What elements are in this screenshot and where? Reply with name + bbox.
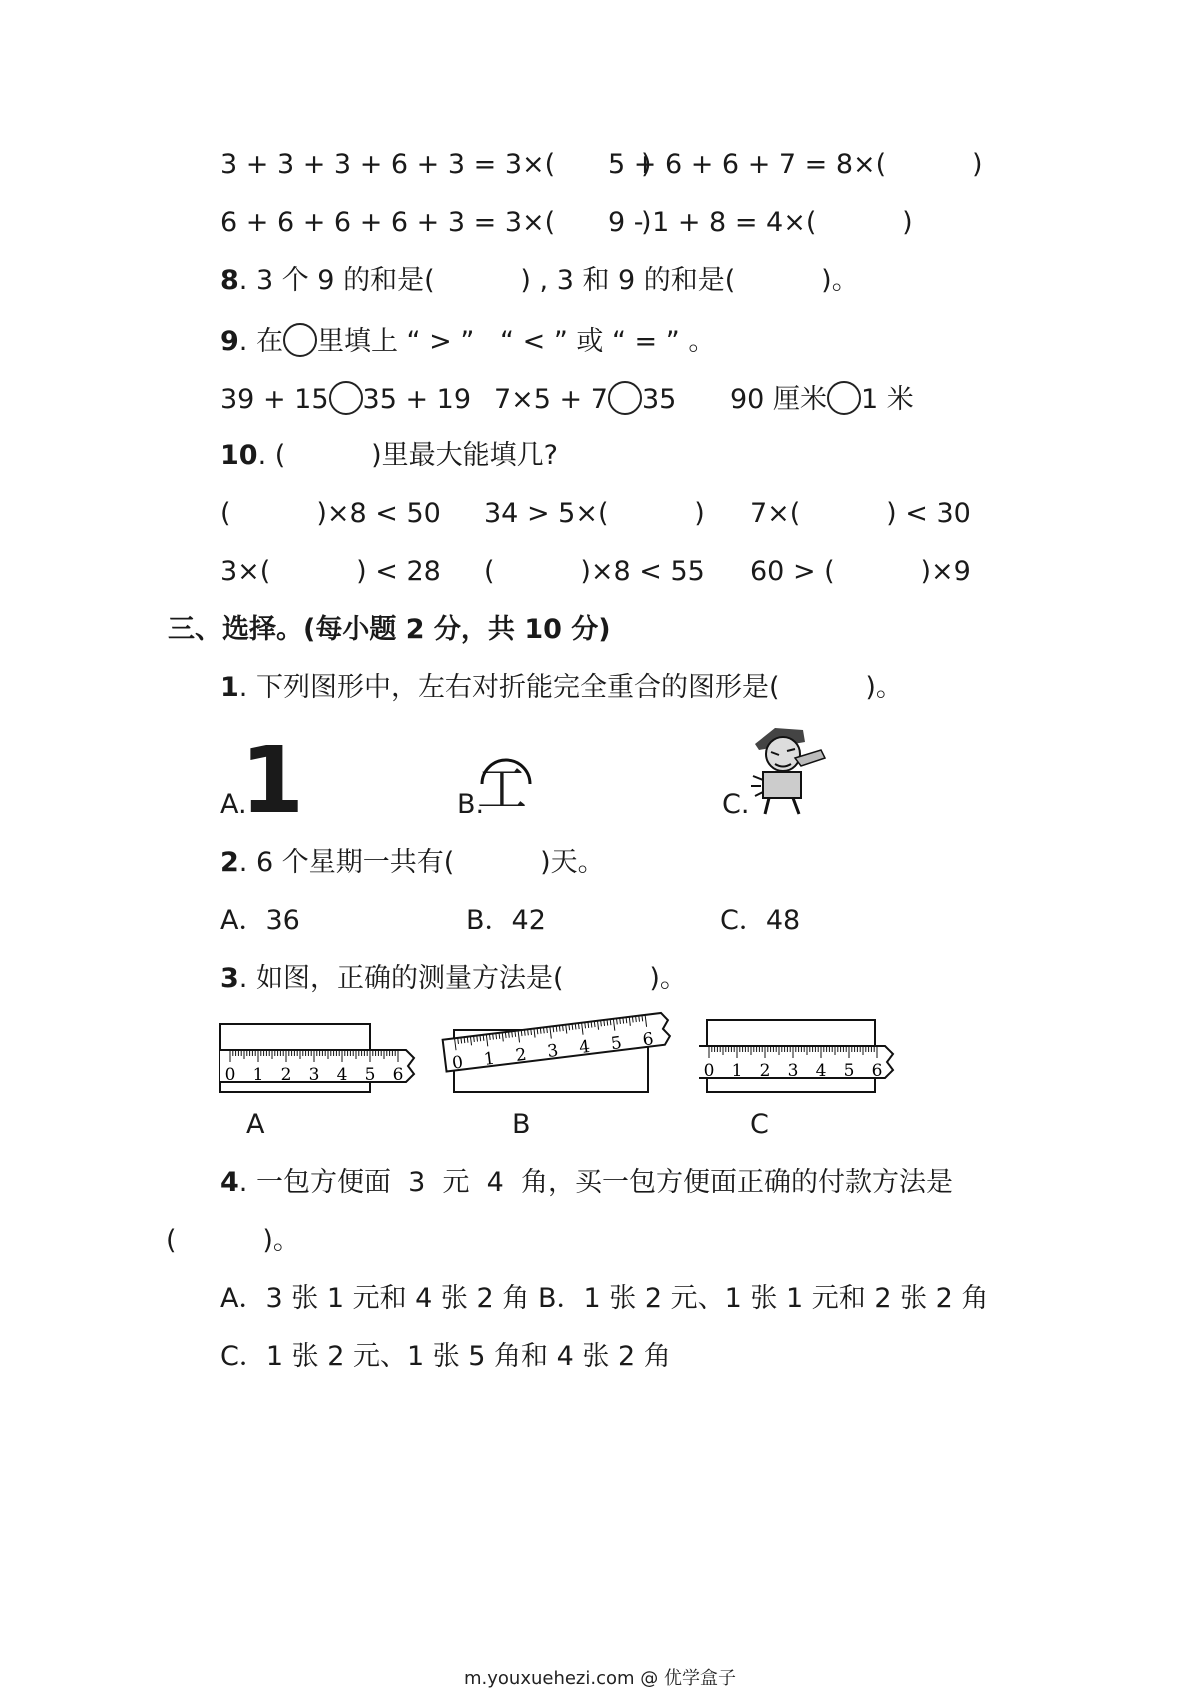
ruler-tick-label: 2 xyxy=(514,1044,528,1066)
ruler-tick-label: 6 xyxy=(392,1065,404,1085)
question-number: 4 xyxy=(220,1167,239,1198)
footer-watermark: m.youxuehezi.com @ 优学盒子 xyxy=(463,1668,736,1689)
ruler-a-body xyxy=(220,1050,414,1085)
ruler-tick-label: 5 xyxy=(609,1033,623,1055)
question-number: 10 xyxy=(220,440,258,471)
ruler-tick-label: 5 xyxy=(843,1061,855,1081)
arc-icon xyxy=(478,756,534,786)
inequality-r1-2: 34 > 5×( ) xyxy=(484,498,705,529)
ruler-b-body xyxy=(443,1012,672,1074)
question-number: 2 xyxy=(220,847,239,878)
question-text: . 一包方便面 3 元 4 角，买一包方便面正确的付款方法是 xyxy=(238,1167,953,1198)
equation-row1-right: 5 + 6 + 6 + 7 = 8×( ) xyxy=(608,149,983,180)
question-text: 里填上 “ > ” “ < ” 或 “ = ” 。 xyxy=(316,326,716,357)
circle-blank-icon xyxy=(329,381,363,415)
figure-label-a: A xyxy=(246,1109,265,1140)
question-8 xyxy=(220,264,859,298)
option-a-label: A. xyxy=(220,789,247,820)
ruler-tick-label: 1 xyxy=(482,1048,496,1070)
ruler-tick-label: 6 xyxy=(641,1029,655,1051)
ruler-tick-label: 5 xyxy=(364,1065,376,1085)
section-heading: 三、选择。(每小题 2 分，共 10 分) xyxy=(168,614,611,645)
option-b: B．1 张 2 元、1 张 1 元和 2 张 2 角 xyxy=(538,1283,989,1314)
option-a: A．3 张 1 元和 4 张 2 角 xyxy=(220,1283,530,1314)
question-text: . 下列图形中，左右对折能完全重合的图形是( )。 xyxy=(238,672,903,703)
ruler-tick-label: 0 xyxy=(703,1061,715,1081)
ruler-c-body xyxy=(699,1046,893,1081)
figure-label-b: B xyxy=(512,1109,531,1140)
question-text: . ( )里最大能填几? xyxy=(257,440,558,471)
ruler-tick-label: 3 xyxy=(546,1040,560,1063)
question-9 xyxy=(220,323,715,359)
question-text: . 如图，正确的测量方法是( )。 xyxy=(238,963,687,994)
circle-blank-icon xyxy=(608,381,642,415)
option-c-label: C. xyxy=(722,789,750,820)
compare-left: 90 厘米 xyxy=(730,384,827,415)
option-a: A．36 xyxy=(220,905,300,936)
question-4-blank: ( )。 xyxy=(166,1225,300,1256)
ruler-tick-label: 6 xyxy=(871,1061,883,1081)
circle-blank-icon xyxy=(283,323,317,357)
compare-left: 39 + 15 xyxy=(220,384,329,415)
question-text: . 6 个星期一共有( )天。 xyxy=(238,847,605,878)
compare-right: 35 + 19 xyxy=(362,384,472,415)
pirate-boy-icon xyxy=(745,724,835,816)
compare-right: 35 xyxy=(641,384,677,415)
ruler-tick-label: 2 xyxy=(759,1061,771,1081)
option-b-label: B. xyxy=(457,789,485,820)
compare-item-2 xyxy=(494,381,676,417)
inequality-r1-3: 7×( ) < 30 xyxy=(750,498,971,529)
question-1 xyxy=(220,671,903,705)
option-c: C．1 张 2 元、1 张 5 角和 4 张 2 角 xyxy=(220,1341,671,1372)
digit-one-figure: 1 xyxy=(240,727,305,834)
option-b: B．42 xyxy=(466,905,546,936)
question-10 xyxy=(220,439,558,473)
ruler-tick-label: 4 xyxy=(336,1065,348,1085)
ruler-tick-label: 3 xyxy=(308,1065,320,1085)
question-4 xyxy=(220,1166,953,1200)
equation-row2-left: 6 + 6 + 6 + 6 + 3 = 3×( ) xyxy=(220,207,652,238)
figure-label-c: C xyxy=(750,1109,769,1140)
ruler-tick-label: 4 xyxy=(578,1036,592,1059)
compare-item-1 xyxy=(220,381,471,417)
ruler-tick-label: 2 xyxy=(280,1065,292,1085)
ruler-tick-label: 1 xyxy=(731,1061,743,1081)
question-number: 9 xyxy=(220,326,239,357)
inequality-r2-2: ( )×8 < 55 xyxy=(484,556,705,587)
ruler-figure-a xyxy=(218,1020,418,1096)
question-number: 1 xyxy=(220,672,239,703)
compare-item-3 xyxy=(730,381,914,417)
option-c: C．48 xyxy=(720,905,801,936)
question-3 xyxy=(220,962,687,996)
circle-blank-icon xyxy=(827,381,861,415)
question-2 xyxy=(220,846,605,880)
compare-right: 1 米 xyxy=(860,384,914,415)
ruler-tick-label: 0 xyxy=(451,1052,465,1074)
compare-left: 7×5 + 7 xyxy=(494,384,608,415)
question-number: 3 xyxy=(220,963,239,994)
gong-character-figure: 工 xyxy=(477,760,527,818)
question-text: . 3 个 9 的和是( ) , 3 和 9 的和是( )。 xyxy=(238,265,859,296)
ruler-tick-label: 1 xyxy=(252,1065,264,1085)
ruler-figure-b xyxy=(440,1004,676,1096)
inequality-r2-1: 3×( ) < 28 xyxy=(220,556,441,587)
question-number: 8 xyxy=(220,265,239,296)
ruler-tick-label: 4 xyxy=(815,1061,827,1081)
equation-row1-left: 3 + 3 + 3 + 6 + 3 = 3×( ) xyxy=(220,149,652,180)
ruler-tick-label: 0 xyxy=(224,1065,236,1085)
ruler-figure-c xyxy=(697,1016,897,1096)
equation-row2-right: 9 - 1 + 8 = 4×( ) xyxy=(608,207,913,238)
ruler-tick-label: 3 xyxy=(787,1061,799,1081)
question-text: . 在 xyxy=(238,326,283,357)
inequality-r1-1: ( )×8 < 50 xyxy=(220,498,441,529)
inequality-r2-3: 60 > ( )×9 xyxy=(750,556,971,587)
